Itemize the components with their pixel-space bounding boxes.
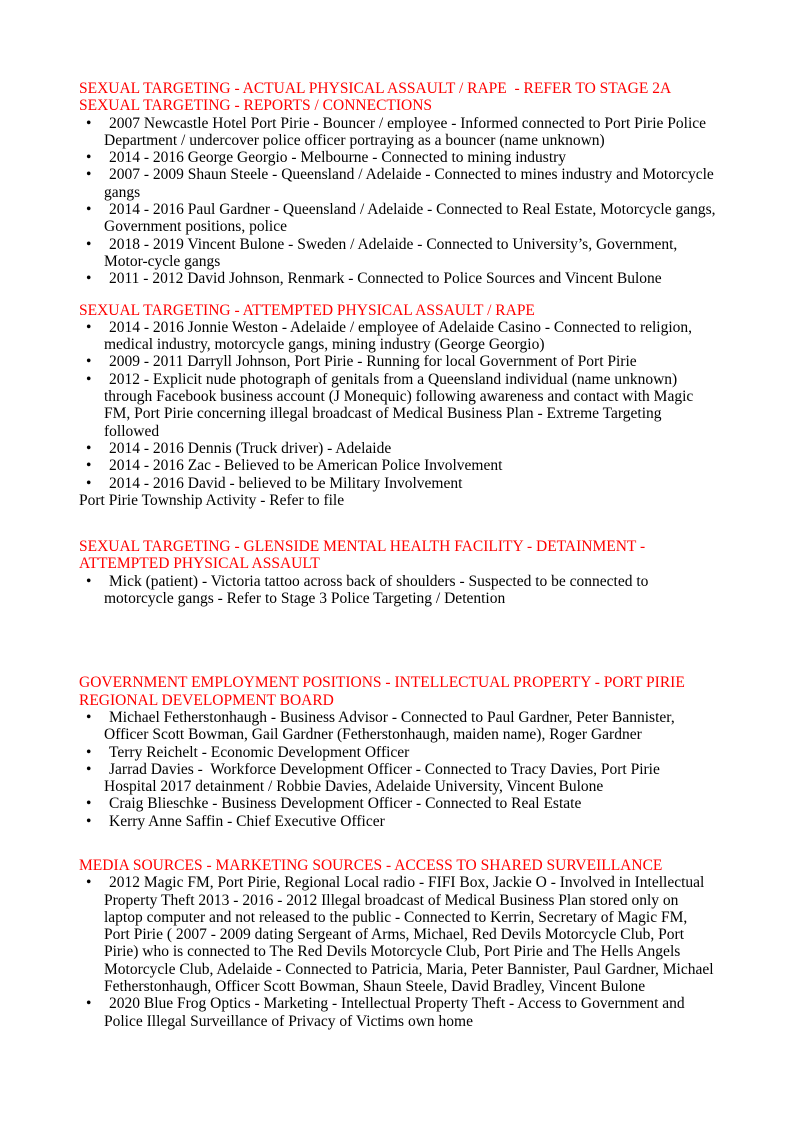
- list-item: • 2009 - 2011 Darryll Johnson, Port Pirie - Running for local Government of Port Pirie: [79, 353, 716, 370]
- section-sexual-targeting-actual-assault: [79, 80, 720, 288]
- paragraph-port-pirie-township: Port Pirie Township Activity - Refer to file: [79, 491, 345, 509]
- section-media-sources-surveillance: [79, 857, 716, 1030]
- bullet-list: [79, 573, 716, 608]
- list-item: • 2007 - 2009 Shaun Steele - Queensland / Adelaide - Connected to mines industry and Motorcycle gangs: [79, 166, 716, 201]
- section-heading: SEXUAL TARGETING - ATTEMPTED PHYSICAL ASSAULT / RAPE: [79, 301, 535, 319]
- list-item: • Jarrad Davies - Workforce Development Officer - Connected to Tracy Davies, Port Pirie Hospital 2017 detainment / Robbie Davies, Adelaide University, Vincent Bulone: [79, 761, 716, 796]
- bullet-list: [79, 319, 716, 492]
- list-item: • 2014 - 2016 Dennis (Truck driver) - Adelaide: [79, 440, 716, 457]
- list-item: • Terry Reichelt - Economic Development Officer: [79, 744, 716, 761]
- list-item: • 2020 Blue Frog Optics - Marketing - Intellectual Property Theft - Access to Government and Police Illegal Surveillance of Privacy of Victims own home: [79, 995, 716, 1030]
- section-government-employment-positions: [79, 674, 716, 830]
- list-item: • 2011 - 2012 David Johnson, Renmark - Connected to Police Sources and Vincent Bulone: [79, 270, 716, 287]
- section-sexual-targeting-attempted-assault: [79, 302, 716, 510]
- bullet-list: [79, 874, 716, 1030]
- list-item: • Mick (patient) - Victoria tattoo across back of shoulders - Suspected to be connected to motorcycle gangs - Refer to Stage 3 Police Targeting / Detention: [79, 573, 716, 608]
- list-item: • 2014 - 2016 Zac - Believed to be American Police Involvement: [79, 457, 716, 474]
- section-heading: SEXUAL TARGETING - ACTUAL PHYSICAL ASSAULT / RAPE - REFER TO STAGE 2A SEXUAL TARGETING - REPORTS / CONNECTIONS: [79, 80, 675, 115]
- list-item: • Kerry Anne Saffin - Chief Executive Officer: [79, 813, 716, 830]
- list-item: • Craig Blieschke - Business Development Officer - Connected to Real Estate: [79, 795, 716, 812]
- list-item: • 2014 - 2016 Paul Gardner - Queensland / Adelaide - Connected to Real Estate, Motorcycle gangs, Government positions, police: [79, 201, 716, 236]
- list-item: • 2014 - 2016 George Georgio - Melbourne - Connected to mining industry: [79, 149, 716, 166]
- list-item: • 2012 Magic FM, Port Pirie, Regional Local radio - FIFI Box, Jackie O - Involved in Intellectual Property Theft 2013 - 2016 - 2012 Illegal broadcast of Medical Business Plan stored only on laptop computer and not released to the public - Connected to Kerrin, Secretary of Magic FM, Port Pirie ( 2007 - 2009 dating Sergeant of Arms, Michael, Red Devils Motorcycle Club, Port Pirie) who is connected to The Red Devils Motorcycle Club, Port Pirie and The Hells Angels Motorcycle Club, Adelaide - Connected to Patricia, Maria, Peter Bannister, Paul Gardner, Michael Fetherstonhaugh, Officer Scott Bowman, Shaun Steele, David Bradley, Vincent Bulone: [79, 874, 716, 995]
- list-item: • 2014 - 2016 Jonnie Weston - Adelaide / employee of Adelaide Casino - Connected to religion, medical industry, motorcycle gangs, mining industry (George Georgio): [79, 319, 716, 354]
- section-heading: MEDIA SOURCES - MARKETING SOURCES - ACCESS TO SHARED SURVEILLANCE: [79, 856, 663, 874]
- section-heading: GOVERNMENT EMPLOYMENT POSITIONS - INTELLECTUAL PROPERTY - PORT PIRIE REGIONAL DEVELOPMENT BOARD: [79, 674, 689, 709]
- bullet-list: [79, 114, 720, 288]
- list-item: • 2018 - 2019 Vincent Bulone - Sweden / Adelaide - Connected to University’s, Government, Motor-cycle gangs: [79, 236, 716, 271]
- list-item: • Michael Fetherstonhaugh - Business Advisor - Connected to Paul Gardner, Peter Bannister, Officer Scott Bowman, Gail Gardner (Fetherstonhaugh, maiden name), Roger Gardner: [79, 709, 716, 744]
- section-heading: SEXUAL TARGETING - GLENSIDE MENTAL HEALTH FACILITY - DETAINMENT - ATTEMPTED PHYSICAL ASSAULT: [79, 538, 649, 573]
- bullet-list: [79, 709, 716, 830]
- section-glenside-detainment: [79, 538, 716, 607]
- list-item: • 2012 - Explicit nude photograph of genitals from a Queensland individual (name unknown) through Facebook business account (J Monequic) following awareness and contact with Magic FM, Port Pirie concerning illegal broadcast of Medical Business Plan - Extreme Targeting followed: [79, 371, 716, 440]
- list-item: • 2007 Newcastle Hotel Port Pirie - Bouncer / employee - Informed connected to Port Pirie Police Department / undercover police officer portraying as a bouncer (name unknown): [79, 115, 716, 150]
- list-item: • 2014 - 2016 David - believed to be Military Involvement: [79, 475, 716, 492]
